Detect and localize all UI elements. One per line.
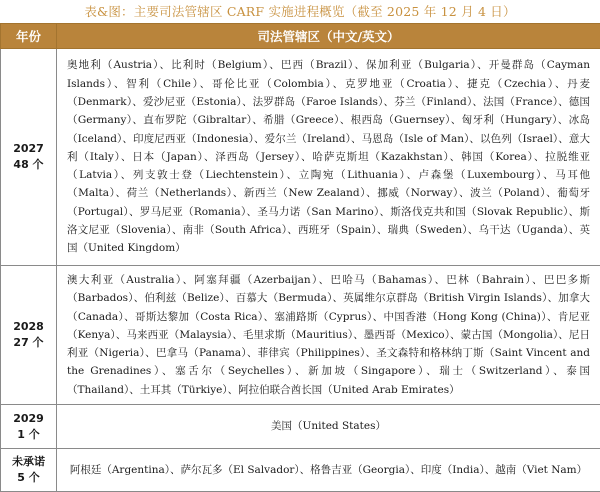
carf-implementation-table (0, 23, 600, 492)
year-label: 2028 (1, 319, 56, 335)
header-year: 年份 (1, 24, 57, 49)
jurisdiction-count: 48 个 (1, 157, 56, 173)
year-label: 2027 (1, 141, 56, 157)
year-cell (1, 405, 57, 449)
jurisdiction-list: 澳大利亚（Australia）、阿塞拜疆（Azerbaijan）、巴哈马（Bahamas）、巴林（Bahrain）、巴巴多斯（Barbados）、伯利兹（Belize）、百慕大（Bermuda）、英属维尔京群岛（British Virgin Islands）、加拿大（Canada）、哥斯达黎加（Costa Rica）、塞浦路斯（Cyprus）、中国香港（Hong Kong (China)）、肯尼亚（Kenya）、马来西亚（Malaysia）、毛里求斯（Mauritius）、墨西哥（Mexico）、蒙古国（Mongolia）、尼日利亚（Nigeria）、巴拿马（Panama）、菲律宾（Philippines）、圣文森特和格林纳丁斯（Saint Vincent and the Grenadines）、塞舌尔（Seychelles）、新加坡（Singapore）、瑞士（Switzerland）、泰国（Thailand）、土耳其（Türkiye）、阿拉伯联合酋长国（United Arab Emirates） (57, 266, 600, 405)
jurisdiction-count: 1 个 (1, 427, 56, 443)
year-cell (1, 49, 57, 266)
table-caption: 表&图：主要司法管辖区 CARF 实施进程概览（截至 2025 年 12 月 4 日） (0, 0, 600, 23)
jurisdiction-list: 阿根廷（Argentina）、萨尔瓦多（El Salvador）、格鲁吉亚（Georgia）、印度（India）、越南（Viet Nam） (57, 449, 600, 492)
year-cell (1, 449, 57, 492)
table-row (1, 449, 600, 492)
table-header-row (1, 24, 600, 49)
year-label: 未承诺 (1, 454, 56, 470)
table-row (1, 405, 600, 449)
jurisdiction-count: 5 个 (1, 470, 56, 486)
jurisdiction-list: 奥地利（Austria）、比利时（Belgium）、巴西（Brazil）、保加利亚（Bulgaria）、开曼群岛（Cayman Islands）、智利（Chile）、哥伦比亚（Colombia）、克罗地亚（Croatia）、捷克（Czechia）、丹麦（Denmark）、爱沙尼亚（Estonia）、法罗群岛（Faroe Islands）、芬兰（Finland）、法国（France）、德国（Germany）、直布罗陀（Gibraltar）、希腊（Greece）、根西岛（Guernsey）、匈牙利（Hungary）、冰岛（Iceland）、印度尼西亚（Indonesia）、爱尔兰（Ireland）、马恩岛（Isle of Man）、以色列（Israel）、意大利（Italy）、日本（Japan）、泽西岛（Jersey）、哈萨克斯坦（Kazakhstan）、韩国（Korea）、拉脱维亚（Latvia）、列支敦士登（Liechtenstein）、立陶宛（Lithuania）、卢森堡（Luxembourg）、马耳他（Malta）、荷兰（Netherlands）、新西兰（New Zealand）、挪威（Norway）、波兰（Poland）、葡萄牙（Portugal）、罗马尼亚（Romania）、圣马力诺（San Marino）、斯洛伐克共和国（Slovak Republic）、斯洛文尼亚（Slovenia）、南非（South Africa）、西班牙（Spain）、瑞典（Sweden）、乌干达（Uganda）、英国（United Kingdom） (57, 49, 600, 266)
table-row (1, 266, 600, 405)
jurisdiction-list: 美国（United States） (57, 405, 600, 449)
jurisdiction-count: 27 个 (1, 335, 56, 351)
year-cell (1, 266, 57, 405)
header-jurisdictions: 司法管辖区（中文/英文） (57, 24, 600, 49)
table-row (1, 49, 600, 266)
year-label: 2029 (1, 411, 56, 427)
